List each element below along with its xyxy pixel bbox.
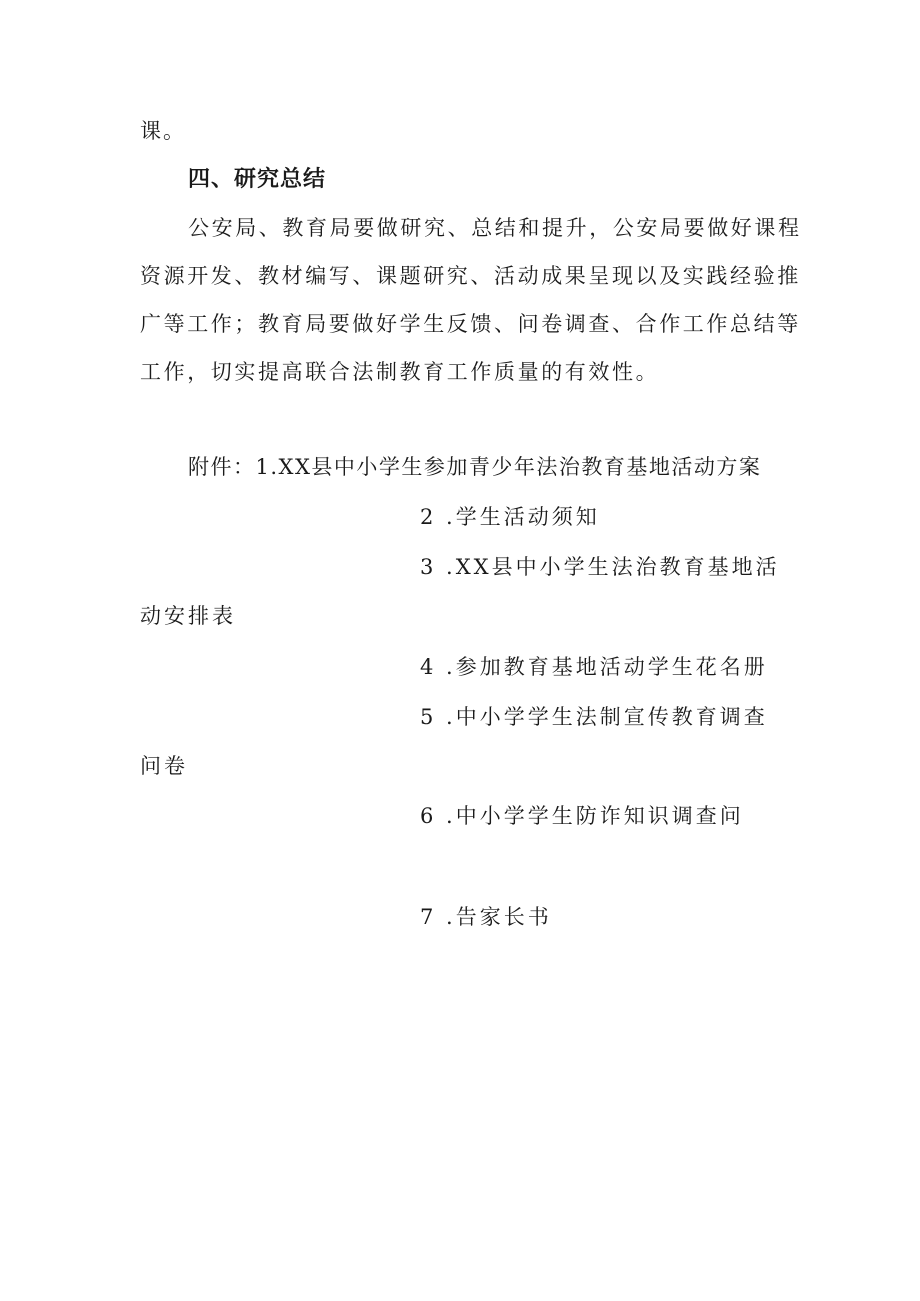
attachment-item-5-line-1: 5 .中小学学生法制宣传教育调查	[420, 705, 768, 729]
attachment-item-1: 附件：1.XX县中小学生参加青少年法治教育基地活动方案	[188, 455, 762, 479]
attachment-item-2: 2 .学生活动须知	[420, 505, 600, 529]
carryover-text: 课。	[140, 119, 186, 143]
attachment-item-3-line-1: 3 .XX县中小学生法治教育基地活	[420, 555, 780, 579]
attachment-item-4: 4 .参加教育基地活动学生花名册	[420, 655, 768, 679]
attachment-item-7: 7 .告家长书	[420, 905, 552, 929]
attachment-item-5-line-2: 问卷	[140, 754, 188, 778]
attachment-item-6: 6 .中小学学生防诈知识调查问	[420, 804, 744, 828]
paragraph-line-4: 工作，切实提高联合法制教育工作质量的有效性。	[140, 360, 660, 384]
attachment-item-3-line-2: 动安排表	[140, 604, 236, 628]
paragraph-line-2: 资源开发、教材编写、课题研究、活动成果呈现以及实践经验推	[140, 264, 801, 288]
paragraph-line-1: 公安局、教育局要做研究、总结和提升，公安局要做好课程	[188, 216, 802, 240]
section-heading: 四、研究总结	[188, 167, 327, 192]
paragraph-line-3: 广等工作；教育局要做好学生反馈、问卷调查、合作工作总结等	[140, 312, 801, 336]
